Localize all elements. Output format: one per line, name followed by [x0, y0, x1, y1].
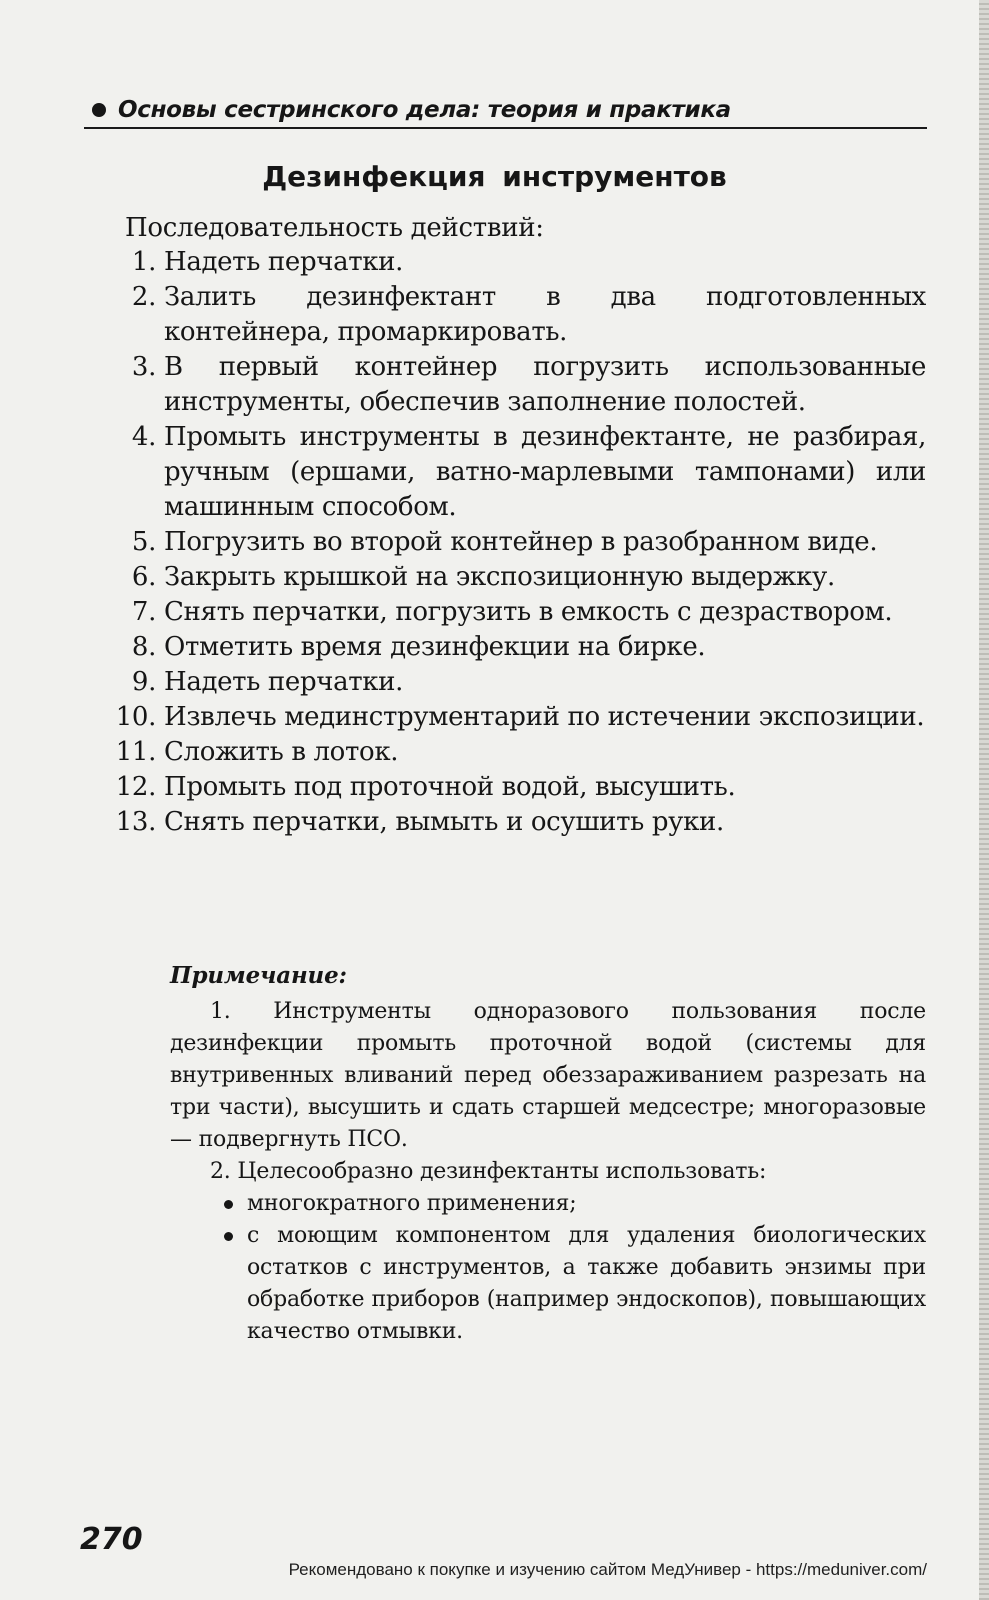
step-text: Снять перчатки, погрузить в емкость с дезраствором. — [164, 597, 893, 627]
running-title: Основы сестринского дела: теория и практика — [118, 97, 731, 123]
step-number: 11. — [115, 737, 156, 767]
step-number: 10. — [115, 702, 156, 732]
list-item — [100, 420, 926, 525]
list-item — [100, 770, 926, 805]
list-item — [100, 805, 926, 840]
note-item-1: 1. Инструменты одноразового пользования после дезинфекции промыть проточной водой (системы для внутривенных вливаний перед обеззараживанием разрезать на три части), высушить и сдать старшей медсестре; многоразовые — подвергнуть ПСО. — [170, 999, 926, 1152]
section-title: Дезинфекция инструментов — [262, 160, 727, 193]
step-number: 1. — [131, 247, 156, 277]
step-number: 8. — [131, 632, 156, 662]
step-number: 12. — [115, 772, 156, 802]
step-number: 9. — [131, 667, 156, 697]
step-text: Надеть перчатки. — [164, 667, 404, 697]
step-number: 2. — [131, 282, 156, 312]
bullet-text: с моющим компонентом для удаления биологических остатков с инструментов, а также добавить энзимы при обработке приборов (например эндоскопов), повышающих качество отмывки. — [247, 1223, 926, 1344]
steps-list — [100, 245, 926, 840]
page-number: 270 — [80, 1522, 143, 1557]
step-text: Извлечь мединструментарий по истечении экспозиции. — [164, 702, 925, 732]
list-item — [100, 525, 926, 560]
step-text: Промыть под проточной водой, высушить. — [164, 772, 736, 802]
intro-text: Последовательность действий: — [125, 213, 544, 243]
list-item — [224, 1188, 926, 1220]
step-number: 3. — [131, 352, 156, 382]
note-item-2: 2. Целесообразно дезинфектанты использовать: — [210, 1159, 767, 1184]
step-text: Надеть перчатки. — [164, 247, 404, 277]
list-item — [100, 245, 926, 280]
step-text: Отметить время дезинфекции на бирке. — [164, 632, 706, 662]
step-number: 6. — [131, 562, 156, 592]
note-block — [170, 960, 926, 1348]
step-text: Промыть инструменты в дезинфектанте, не разбирая, ручным (ершами, ватно-марлевыми тампонами) или машинным способом. — [164, 422, 926, 522]
step-number: 13. — [115, 807, 156, 837]
running-header — [84, 97, 927, 129]
step-number: 4. — [131, 422, 156, 452]
step-text: Сложить в лоток. — [164, 737, 399, 767]
list-item — [100, 560, 926, 595]
list-item — [100, 350, 926, 420]
bullet-dot-icon — [224, 1200, 233, 1209]
step-text: В первый контейнер погрузить использованные инструменты, обеспечив заполнение полостей. — [164, 352, 926, 417]
note-title: Примечание: — [170, 962, 347, 989]
list-item — [100, 280, 926, 350]
step-text: Залить дезинфектант в два подготовленных контейнера, промаркировать. — [164, 282, 926, 347]
bullet-dot-icon — [92, 103, 106, 117]
list-item — [224, 1220, 926, 1348]
step-text: Снять перчатки, вымыть и осушить руки. — [164, 807, 724, 837]
page-edge — [979, 0, 989, 1600]
step-text: Закрыть крышкой на экспозиционную выдержку. — [164, 562, 835, 592]
list-item — [100, 700, 926, 735]
list-item — [100, 665, 926, 700]
step-text: Погрузить во второй контейнер в разобранном виде. — [164, 527, 878, 557]
list-item — [100, 735, 926, 770]
list-item — [100, 595, 926, 630]
step-number: 7. — [131, 597, 156, 627]
list-item — [100, 630, 926, 665]
bullet-dot-icon — [224, 1232, 233, 1241]
bullet-text: многократного применения; — [247, 1191, 577, 1216]
step-number: 5. — [131, 527, 156, 557]
footer-watermark: Рекомендовано к покупке и изучению сайтом МедУнивер - https://meduniver.com/ — [288, 1560, 927, 1579]
